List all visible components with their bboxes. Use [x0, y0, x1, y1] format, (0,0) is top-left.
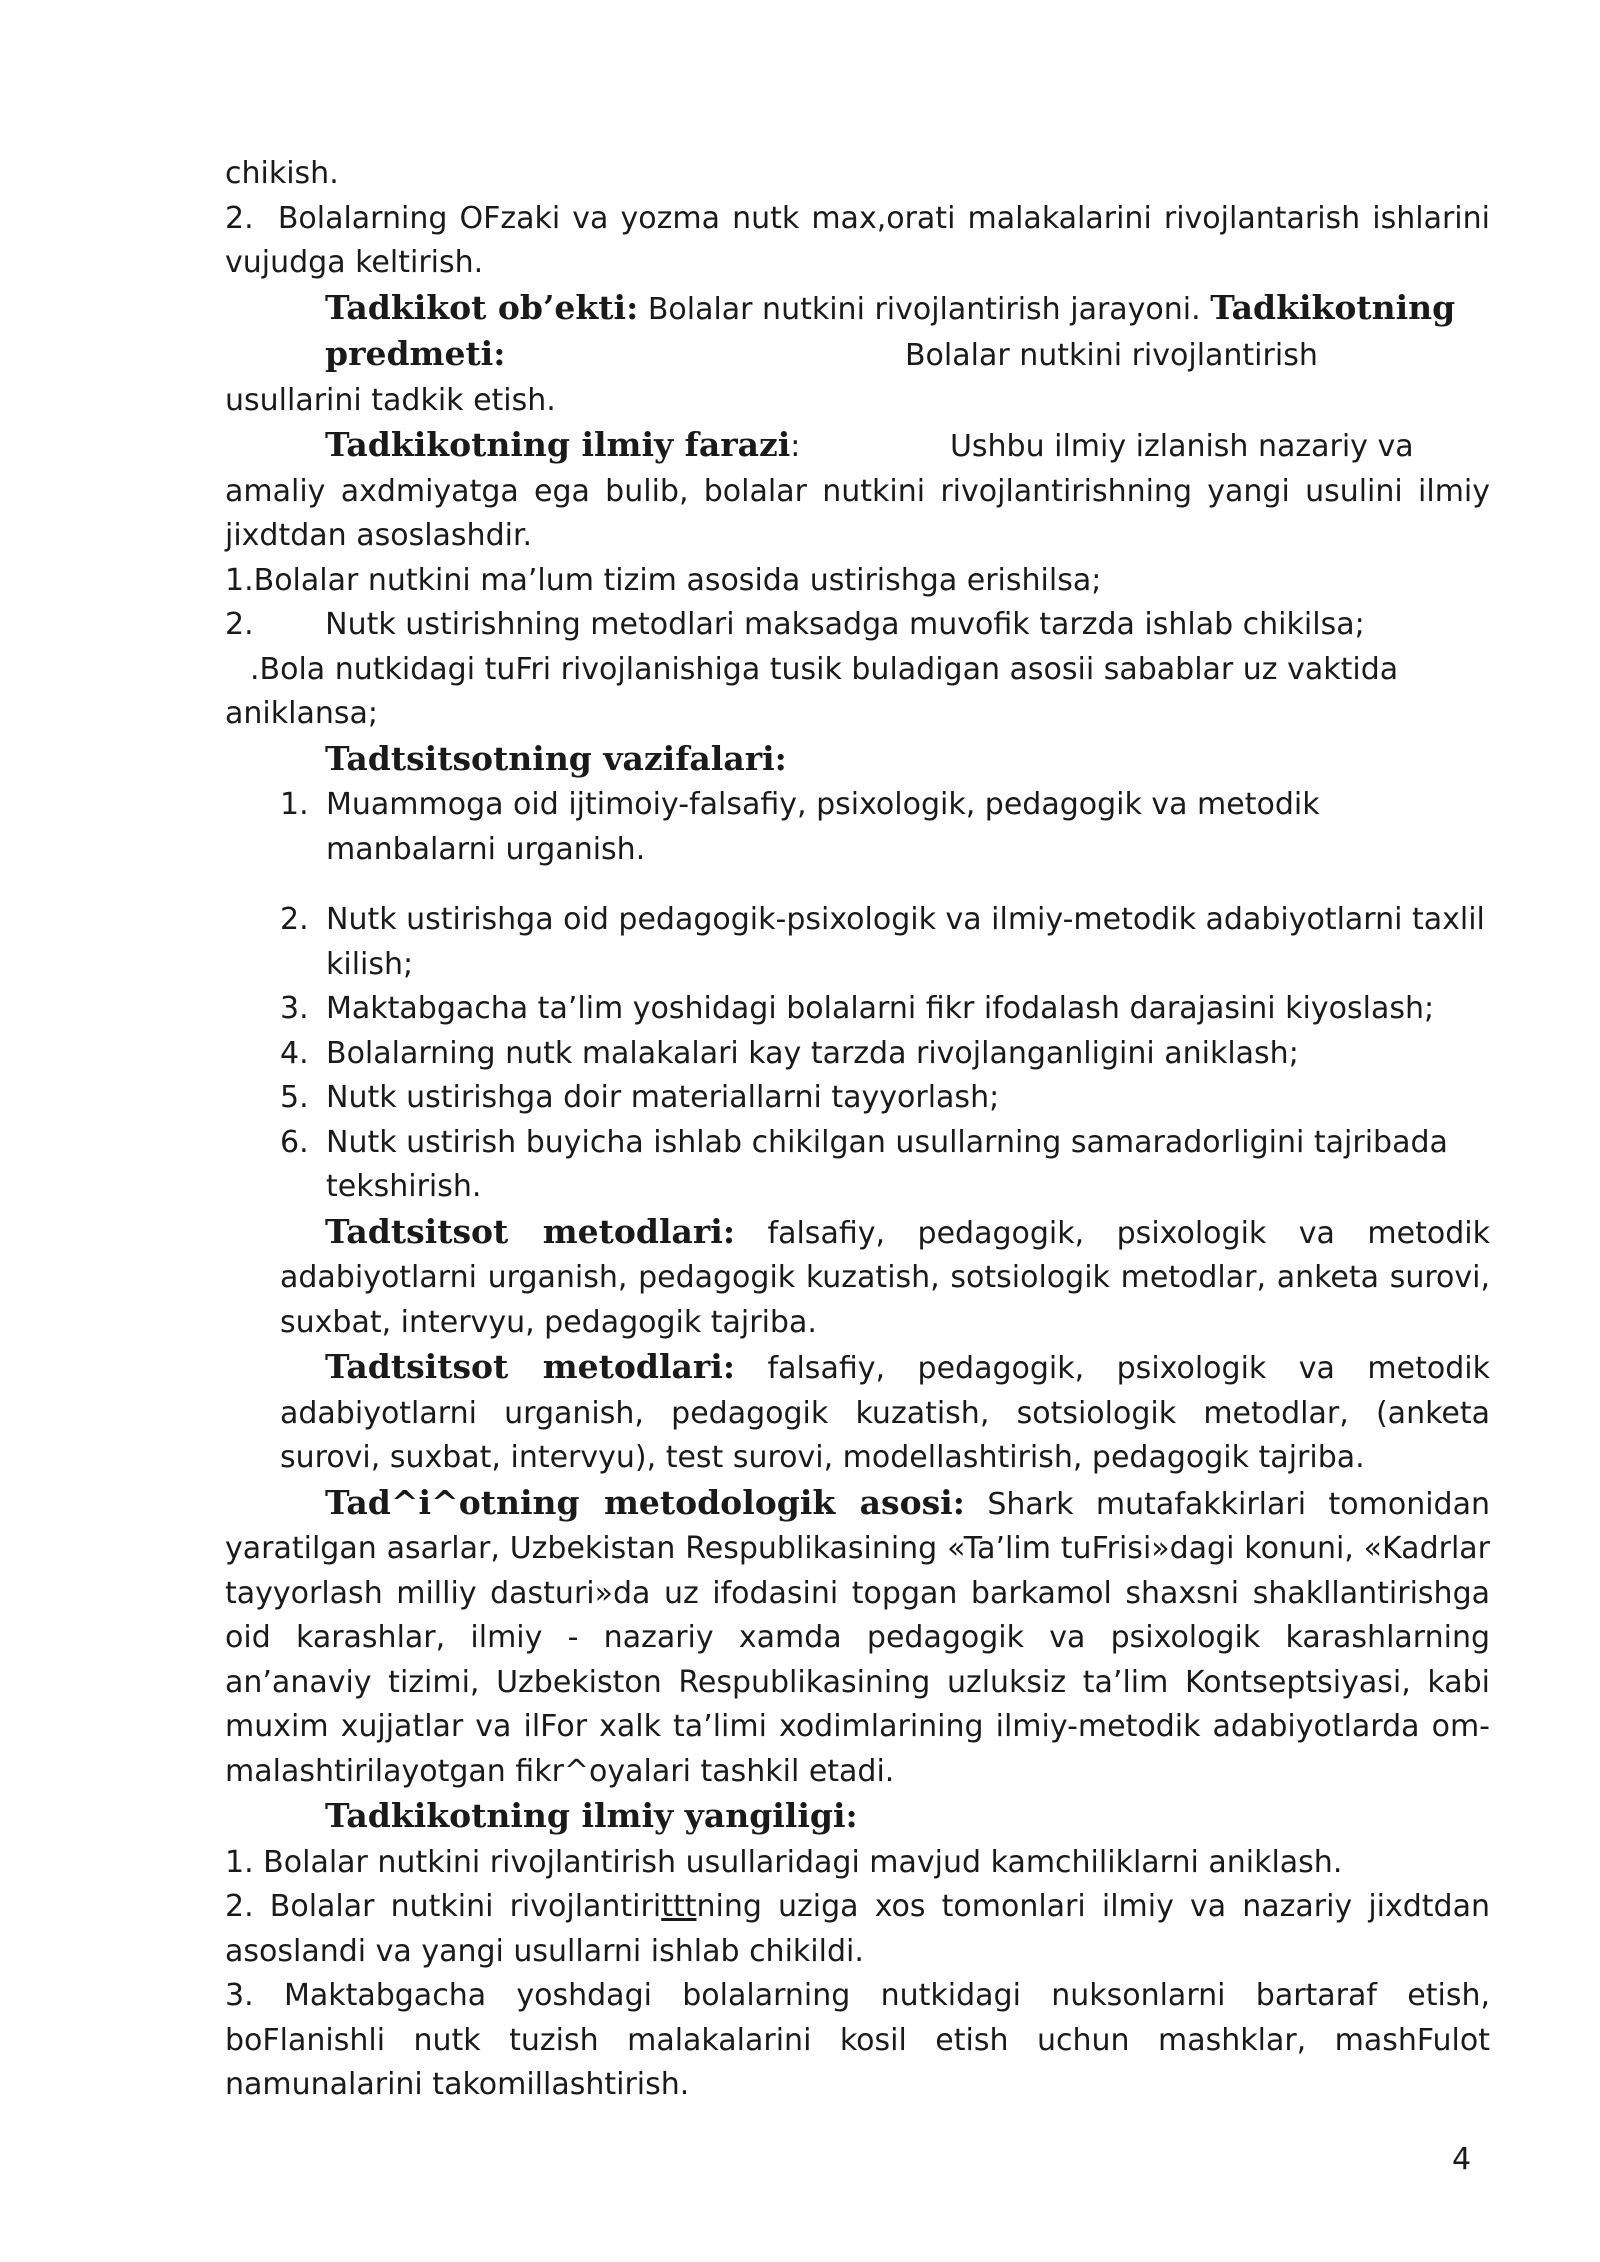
paragraph-metodlar-1	[280, 1210, 1490, 1346]
yangiligi-heading	[225, 1794, 1490, 1841]
faraz-item-3: .Bola nutkidagi tuFri rivojlanishiga tusik buladigan asosii sabablar uz vaktida	[250, 651, 1399, 687]
faraz-item-3-cont: aniklansa;	[225, 696, 378, 731]
faraz-item-1: 1.Bolalar nutkini ma’lum tizim asosida ustirishga erishilsa;	[225, 562, 1102, 598]
list-item	[280, 987, 1490, 1032]
list-item-text: Maktabgacha ta’lim yoshidagi bolalarni fikr ifodalash darajasini kiyoslash;	[326, 991, 1435, 1026]
page-number: 4	[1452, 2142, 1472, 2177]
farazi-text1: Ushbu ilmiy izlanish nazariy va	[949, 429, 1414, 464]
obekt-text: Bolalar nutkini rivojlantirish jarayoni.	[647, 291, 1201, 327]
list-item-text: Nutk ustirish buyicha ishlab chikilgan usullarning samaradorligini tajribada tekshirish.	[326, 1124, 1448, 1204]
faraz-item-2-num: 2.	[225, 607, 254, 642]
item-text: Bolalarning OFzaki va yozma nutk max,orati malakalarini rivojlantarish ishlarini vujudga keltirish.	[225, 200, 1490, 280]
farazi-label: Tadkikotning ilmiy farazi	[325, 425, 791, 464]
list-item-text: Nutk ustirishga oid pedagogik-psixologik va ilmiy-metodik adabiyotlarni taxlil kilish;	[326, 902, 1485, 982]
list-item	[280, 1121, 1490, 1210]
item-number: 2.	[225, 200, 254, 236]
metodlar-label: Tadtsitsot metodlari:	[325, 1347, 736, 1386]
list-item-number: 1.	[280, 787, 309, 822]
metodologik-label: Tad^i^otning metodologik asosi:	[325, 1482, 965, 1522]
list-item	[280, 1032, 1490, 1077]
paragraph-farazi-cont: amaliy axdmiyatga ega bulib, bolalar nutkini rivojlantirishning yangi usulini ilmiy jixdtdan asoslashdir.	[225, 473, 1490, 553]
item-number: 3.	[225, 1978, 254, 2013]
vazifalari-label: Tadtsitsotning vazifalari:	[325, 738, 787, 778]
list-item-number: 6.	[280, 1124, 309, 1160]
item-text-a: Bolalar nutkini rivojlantiri	[269, 1889, 662, 1924]
yangiligi-item-2	[225, 1885, 1490, 1974]
paragraph-bolalarning	[225, 197, 1490, 286]
item-number: 2.	[225, 1889, 254, 1924]
item-text: Bolalar nutkini rivojlantirish usullaridagi mavjud kamchiliklarni aniklash.	[263, 1844, 1343, 1880]
farazi-colon: :	[790, 429, 801, 464]
obekt-label: Tadkikot ob’ekti:	[325, 287, 639, 327]
list-item-number: 2.	[280, 902, 309, 937]
list-item	[280, 783, 1490, 872]
item-text-underlined: ttt	[661, 1889, 697, 1924]
list-item	[280, 898, 1490, 987]
predmeti-label-second: predmeti:	[325, 334, 506, 373]
metodlar-block-2	[225, 1345, 1490, 1481]
item-text: Maktabgacha yoshdagi bolalarning nutkidagi nuksonlarni bartaraf etish, boFlanishli nutk tuzish malakalarini kosil etish uchun mashklar, mashFulot namunalarini takomillashtirish.	[225, 1978, 1490, 2102]
document-page	[225, 152, 1490, 2108]
item-text-b: ning uziga xos tomonlari ilmiy va nazariy jixdtdan asoslandi va yangi usullarni ishlab chikildi.	[225, 1889, 1490, 1969]
list-item	[280, 1076, 1490, 1121]
list-item-number: 3.	[280, 991, 309, 1026]
paragraph-predmeti-cont: usullarini tadkik etish.	[225, 382, 556, 418]
metodlar-label: Tadtsitsot metodlari:	[325, 1211, 736, 1251]
faraz-item-2-text: Nutk ustirishning metodlari maksadga muvofik tarzda ishlab chikilsa;	[325, 607, 1365, 642]
paragraph-chikish: chikish.	[225, 156, 339, 191]
yangiligi-item-1	[225, 1841, 1490, 1886]
paragraph-metodologik	[225, 1481, 1490, 1795]
metodlar-text: falsafiy, pedagogik, psixologik va metodik adabiyotlarni urganish, pedagogik kuzatish, sotsiologik metodlar, anketa surovi, suxbat, intervyu, pedagogik tajriba.	[280, 1215, 1490, 1340]
paragraph-predmeti	[225, 332, 1490, 379]
item-number: 1.	[225, 1844, 254, 1880]
yangiligi-label: Tadkikotning ilmiy yangiligi:	[325, 1796, 858, 1835]
list-item-number: 4.	[280, 1035, 309, 1071]
metodlar-block-1	[225, 1210, 1490, 1346]
metodlar-text: falsafiy, pedagogik, psixologik va metodik adabiyotlarni urganish, pedagogik kuzatish, sotsiologik metodlar, (anketa surovi, suxbat, intervyu), test surovi, modellashtirish, pedagogik tajriba.	[280, 1351, 1490, 1475]
vazifalari-heading	[225, 737, 1490, 784]
yangiligi-item-3	[225, 1974, 1490, 2108]
list-item-text: Muammoga oid ijtimoiy-falsafiy, psixologik, pedagogik va metodik manbalarni urganish.	[326, 787, 1320, 867]
list-item-text: Nutk ustirishga doir materiallarni tayyorlash;	[326, 1080, 1000, 1115]
paragraph-farazi	[225, 423, 1490, 470]
predmeti-label-first: Tadkikotning	[1210, 287, 1456, 327]
metodologik-text: Shark mutafakkirlari tomonidan yaratilgan asarlar, Uzbekistan Respublikasining «Ta’lim tuFrisi»dagi konuni, «Kadrlar tayyorlash milliy dasturi»da uz ifodasini topgan barkamol shaxsni shakllantirishga oid karashlar, ilmiy - nazariy xamda pedagogik va psixologik karashlarning an’anaviy tizimi, Uzbekiston Respublikasining uzluksiz ta’lim Kontseptsiyasi, kabi muxim xujjatlar va ilFor xalk ta’limi xodimlarining ilmiy-metodik adabiyotlarda om- malashtirilayotgan fikr^oyalari tashkil etadi.	[225, 1486, 1490, 1789]
predmeti-text: Bolalar nutkini rivojlantirish	[904, 338, 1318, 373]
vazifalari-list	[225, 783, 1490, 1210]
list-item-number: 5.	[280, 1080, 309, 1115]
faraz-item-2	[225, 603, 1490, 648]
list-item-text: Bolalarning nutk malakalari kay tarzda rivojlanganligini aniklash;	[326, 1035, 1299, 1071]
paragraph-metodlar-2	[280, 1345, 1490, 1481]
paragraph-obekt	[225, 286, 1490, 333]
